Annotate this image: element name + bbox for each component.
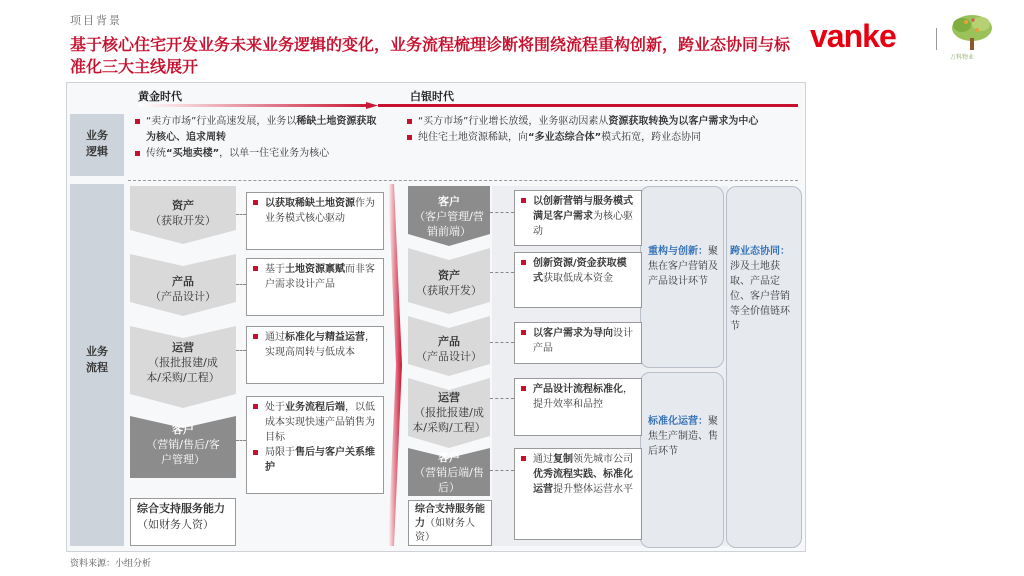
connector (490, 272, 514, 273)
silver-chain-step-1-text: 客户 （客户管理/营销前端） (414, 195, 484, 238)
silver-chain-step-5-text: 客户 （营销后端/售后） (414, 451, 484, 494)
silver-chain (408, 186, 490, 498)
row-label-business-flow: 业务 流程 (70, 184, 124, 546)
silver-card-3: 以客户需求为导向设计产品 (514, 322, 642, 364)
gold-card-1: 以获取稀缺土地资源作为业务模式核心驱动 (246, 192, 384, 250)
logo-divider (936, 28, 937, 50)
logic-gold-item: 传统“买地卖楼”，以单一住宅业务为核心 (146, 146, 382, 162)
gold-card-2: 基于土地资源禀赋而非客户需求设计产品 (246, 258, 384, 316)
era-transition-arrow (138, 102, 378, 109)
gold-chain-step-2-text: 产品 （产品设计） (150, 275, 216, 303)
reconstruct-text: 重构与创新：聚焦在客户营销及产品设计环节 (648, 246, 718, 287)
gold-chain (130, 186, 236, 496)
era-divider-line (378, 104, 798, 107)
page-title: 基于核心住宅开发业务未来业务逻辑的变化，业务流程梳理诊断将围绕流程重构创新，跨业态协同与标准化三大主线展开 (70, 35, 791, 76)
source-note: 资料来源：小组分析 (70, 559, 152, 569)
logic-silver (404, 114, 794, 146)
connector (236, 440, 246, 441)
connector (236, 284, 246, 285)
gold-chain-step-4-text: 客户 （营销/售后/客户管理） (146, 423, 220, 466)
silver-card-4: 产品设计流程标准化，提升效率和品控 (514, 378, 642, 436)
era-gold-label: 黄金时代 (138, 90, 182, 103)
connector (236, 214, 246, 215)
logic-gold (132, 114, 382, 162)
standard-text: 标准化运营：聚焦生产制造、售后环节 (648, 416, 718, 457)
section-label: 项目背景 (70, 14, 122, 27)
standard-panel (640, 372, 724, 548)
silver-card-1: 以创新营销与服务模式满足客户需求为核心驱动 (514, 190, 642, 246)
silver-card-2: 创新资源/资金获取模式获取低成本资金 (514, 252, 642, 308)
row-label-business-logic: 业务 逻辑 (70, 114, 124, 176)
connector (490, 342, 514, 343)
silver-card-5: 通过复制领先城市公司优秀流程实践、标准化运营提升整体运营水平 (514, 448, 642, 540)
silver-chain-step-4-text: 运营 （报批报建/成本/采购/工程） (412, 391, 486, 434)
silver-support-box: 综合支持服务能力（如财务人资） (408, 500, 492, 546)
connector (490, 470, 514, 471)
connector (490, 398, 514, 399)
gold-chain-step-3-text: 运营 （报批报建/成本/采购/工程） (146, 341, 220, 384)
gold-chain-step-1-text: 资产 （获取开发） (150, 199, 216, 227)
logic-gold-item: “卖方市场”行业高速发展，业务以稀缺土地资源获取为核心、追求周转 (146, 114, 382, 146)
logic-silver-item: “买方市场”行业增长放缓，业务驱动因素从资源获取转换为以客户需求为中心 (418, 114, 794, 130)
silver-chain-step-2-text: 资产 （获取开发） (416, 269, 482, 297)
connector (490, 212, 514, 213)
row-separator (128, 180, 798, 181)
gold-card-3: 通过标准化与精益运营，实现高周转与低成本 (246, 326, 384, 384)
cross-format-panel (726, 186, 802, 548)
gold-support-box: 综合支持服务能力（如财务人资） (130, 498, 236, 546)
cross-format-text: 跨业态协同：涉及土地获取、产品定位、客户营销等全价值链环节 (730, 246, 790, 332)
tree-logo-caption: 万科物业 (950, 54, 975, 61)
connector (236, 350, 246, 351)
transition-chevron-icon (388, 184, 402, 546)
era-silver-label: 白银时代 (410, 90, 454, 103)
vanke-logo: vanke (810, 18, 896, 54)
silver-chain-step-3-text: 产品 （产品设计） (416, 335, 482, 363)
gold-card-4: 处于业务流程后端，以低成本实现快速产品销售为目标 局限于售后与客户关系维护 (246, 396, 384, 494)
logic-silver-item: 纯住宅土地资源稀缺，向“多业态综合体”模式拓宽，跨业态协同 (418, 130, 794, 146)
